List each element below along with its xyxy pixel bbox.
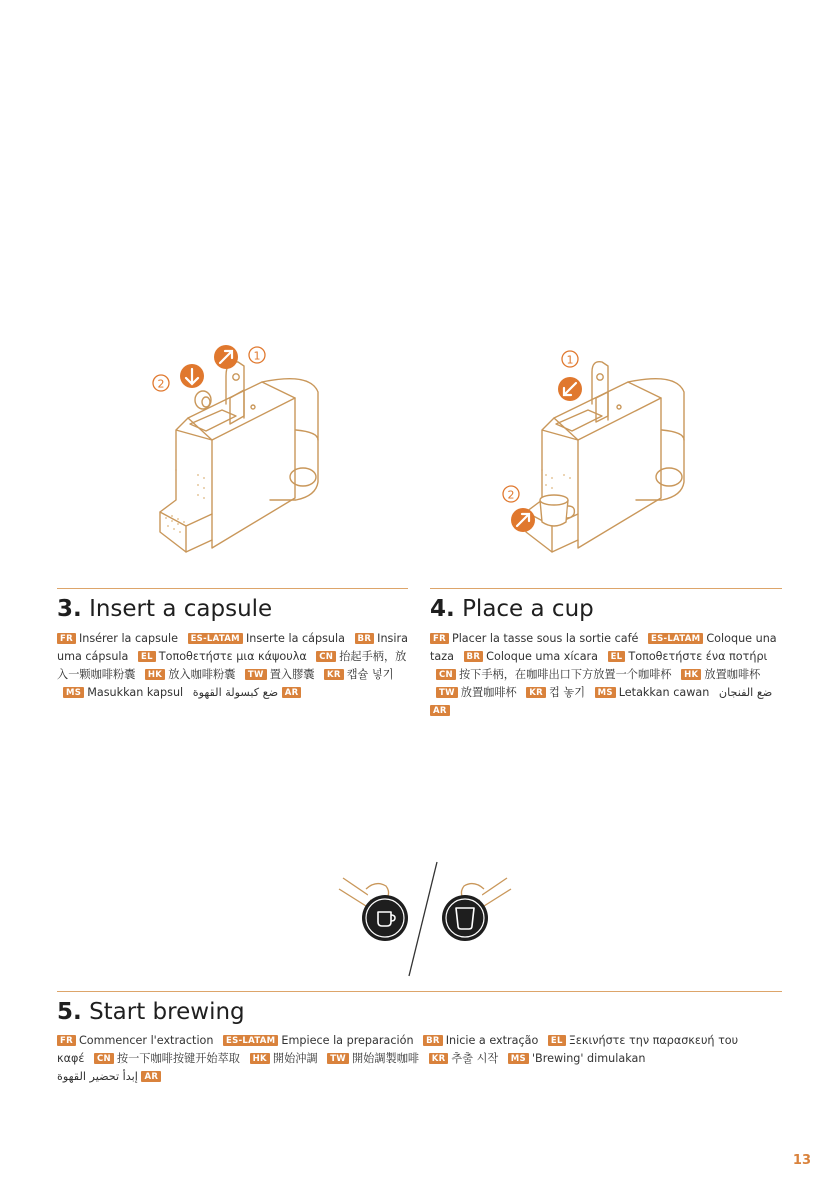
lang-tag: KR (526, 687, 546, 698)
translation-text: ضع كبسولة القهوة (192, 686, 279, 699)
translation-text: 추출 시작 (451, 1052, 499, 1065)
lang-tag: KR (324, 669, 344, 680)
lang-tag: BR (464, 651, 484, 662)
translation-text: 放置咖啡杯 (704, 668, 761, 681)
step-3-title (57, 596, 272, 622)
lang-tag: FR (430, 633, 449, 644)
translation-text: Inicie a extração (445, 1034, 539, 1047)
translation-text: Τοποθετήστε ένα ποτήρι (628, 650, 768, 663)
place-cup-illustration (500, 340, 700, 570)
translation-text: Inserte la cápsula (245, 632, 345, 645)
callout-2: 2 (157, 377, 165, 391)
lungo-button-icon (442, 878, 511, 941)
translation-text: ضع الفنجان (718, 686, 773, 699)
step-5-translations (57, 1032, 757, 1086)
lang-tag: ES-LATAM (223, 1035, 278, 1046)
divider-step-5 (57, 991, 782, 992)
lang-tag: HK (145, 669, 165, 680)
lang-tag: TW (327, 1053, 349, 1064)
lang-tag: MS (508, 1053, 529, 1064)
lang-tag: FR (57, 633, 76, 644)
translation-text: Insira uma cápsula (57, 632, 408, 663)
translation-text: 抬起手柄，放入一颗咖啡粉囊 (57, 650, 407, 681)
step-5-title (57, 999, 245, 1025)
lang-tag: TW (245, 669, 267, 680)
translation-text: 開始調製咖啡 (351, 1052, 420, 1065)
translation-text: 按下手柄，在咖啡出口下方放置一个咖啡杯 (458, 668, 672, 681)
lang-tag: TW (436, 687, 458, 698)
translation-text: Coloque uma xícara (486, 650, 599, 663)
lang-tag: CN (436, 669, 456, 680)
step-title-text: Insert a capsule (89, 596, 273, 622)
callout-1: 1 (566, 353, 574, 367)
brew-buttons-illustration (330, 858, 520, 978)
translation-text: Insérer la capsule (78, 632, 178, 645)
step-title-text: Start brewing (89, 999, 245, 1025)
lang-tag: MS (595, 687, 616, 698)
translation-text: 置入膠囊 (269, 668, 315, 681)
lang-tag: ES-LATAM (648, 633, 703, 644)
divider-step-3 (57, 588, 408, 589)
lang-tag: FR (57, 1035, 76, 1046)
translation-text: Commencer l'extraction (78, 1034, 214, 1047)
lang-tag: BR (355, 633, 375, 644)
lang-tag: KR (429, 1053, 449, 1064)
lang-tag: AR (282, 687, 302, 698)
step-4-title (430, 596, 594, 622)
callout-2: 2 (507, 488, 515, 502)
translation-text: 按一下咖啡按键开始萃取 (116, 1052, 240, 1065)
translation-text: 'Brewing' dimulakan (531, 1052, 646, 1065)
translation-text: Letakkan cawan (618, 686, 710, 699)
lang-tag: HK (250, 1053, 270, 1064)
translation-text: Ξεκινήστε την παρασκευή του καφέ (57, 1034, 739, 1065)
lang-tag: EL (608, 651, 626, 662)
step-title-text: Place a cup (462, 596, 594, 622)
lang-tag: MS (63, 687, 84, 698)
step-number: 5. (57, 999, 82, 1025)
divider-step-4 (430, 588, 782, 589)
translation-text: 캡슐 넣기 (346, 668, 394, 681)
insert-capsule-illustration (140, 340, 340, 570)
page-number: 13 (792, 1153, 811, 1168)
translation-text: Placer la tasse sous la sortie café (451, 632, 639, 645)
step-4-translations (430, 630, 780, 720)
translation-text: 放置咖啡杯 (460, 686, 517, 699)
translation-text: 컵 놓기 (549, 686, 586, 699)
lang-tag: BR (423, 1035, 443, 1046)
translation-text: 放入咖啡粉囊 (168, 668, 236, 681)
espresso-button-icon (339, 878, 408, 941)
lang-tag: HK (681, 669, 701, 680)
translation-text: Masukkan kapsul (87, 686, 184, 699)
step-number: 4. (430, 596, 455, 622)
lang-tag: AR (430, 705, 450, 716)
translation-text: إبدأ تحضير القهوة (57, 1070, 138, 1083)
step-number: 3. (57, 596, 82, 622)
lang-tag: EL (548, 1035, 566, 1046)
lang-tag: ES-LATAM (188, 633, 243, 644)
step-3-translations (57, 630, 409, 702)
translation-text: Τοποθετήστε μια κάψουλα (158, 650, 307, 663)
lang-tag: EL (138, 651, 156, 662)
translation-text: Empiece la preparación (281, 1034, 414, 1047)
translation-text: 開始沖調 (272, 1052, 318, 1065)
translation-text: Coloque una taza (430, 632, 777, 663)
lang-tag: AR (141, 1071, 161, 1082)
callout-1: 1 (253, 349, 261, 363)
lang-tag: CN (316, 651, 336, 662)
lang-tag: CN (94, 1053, 114, 1064)
